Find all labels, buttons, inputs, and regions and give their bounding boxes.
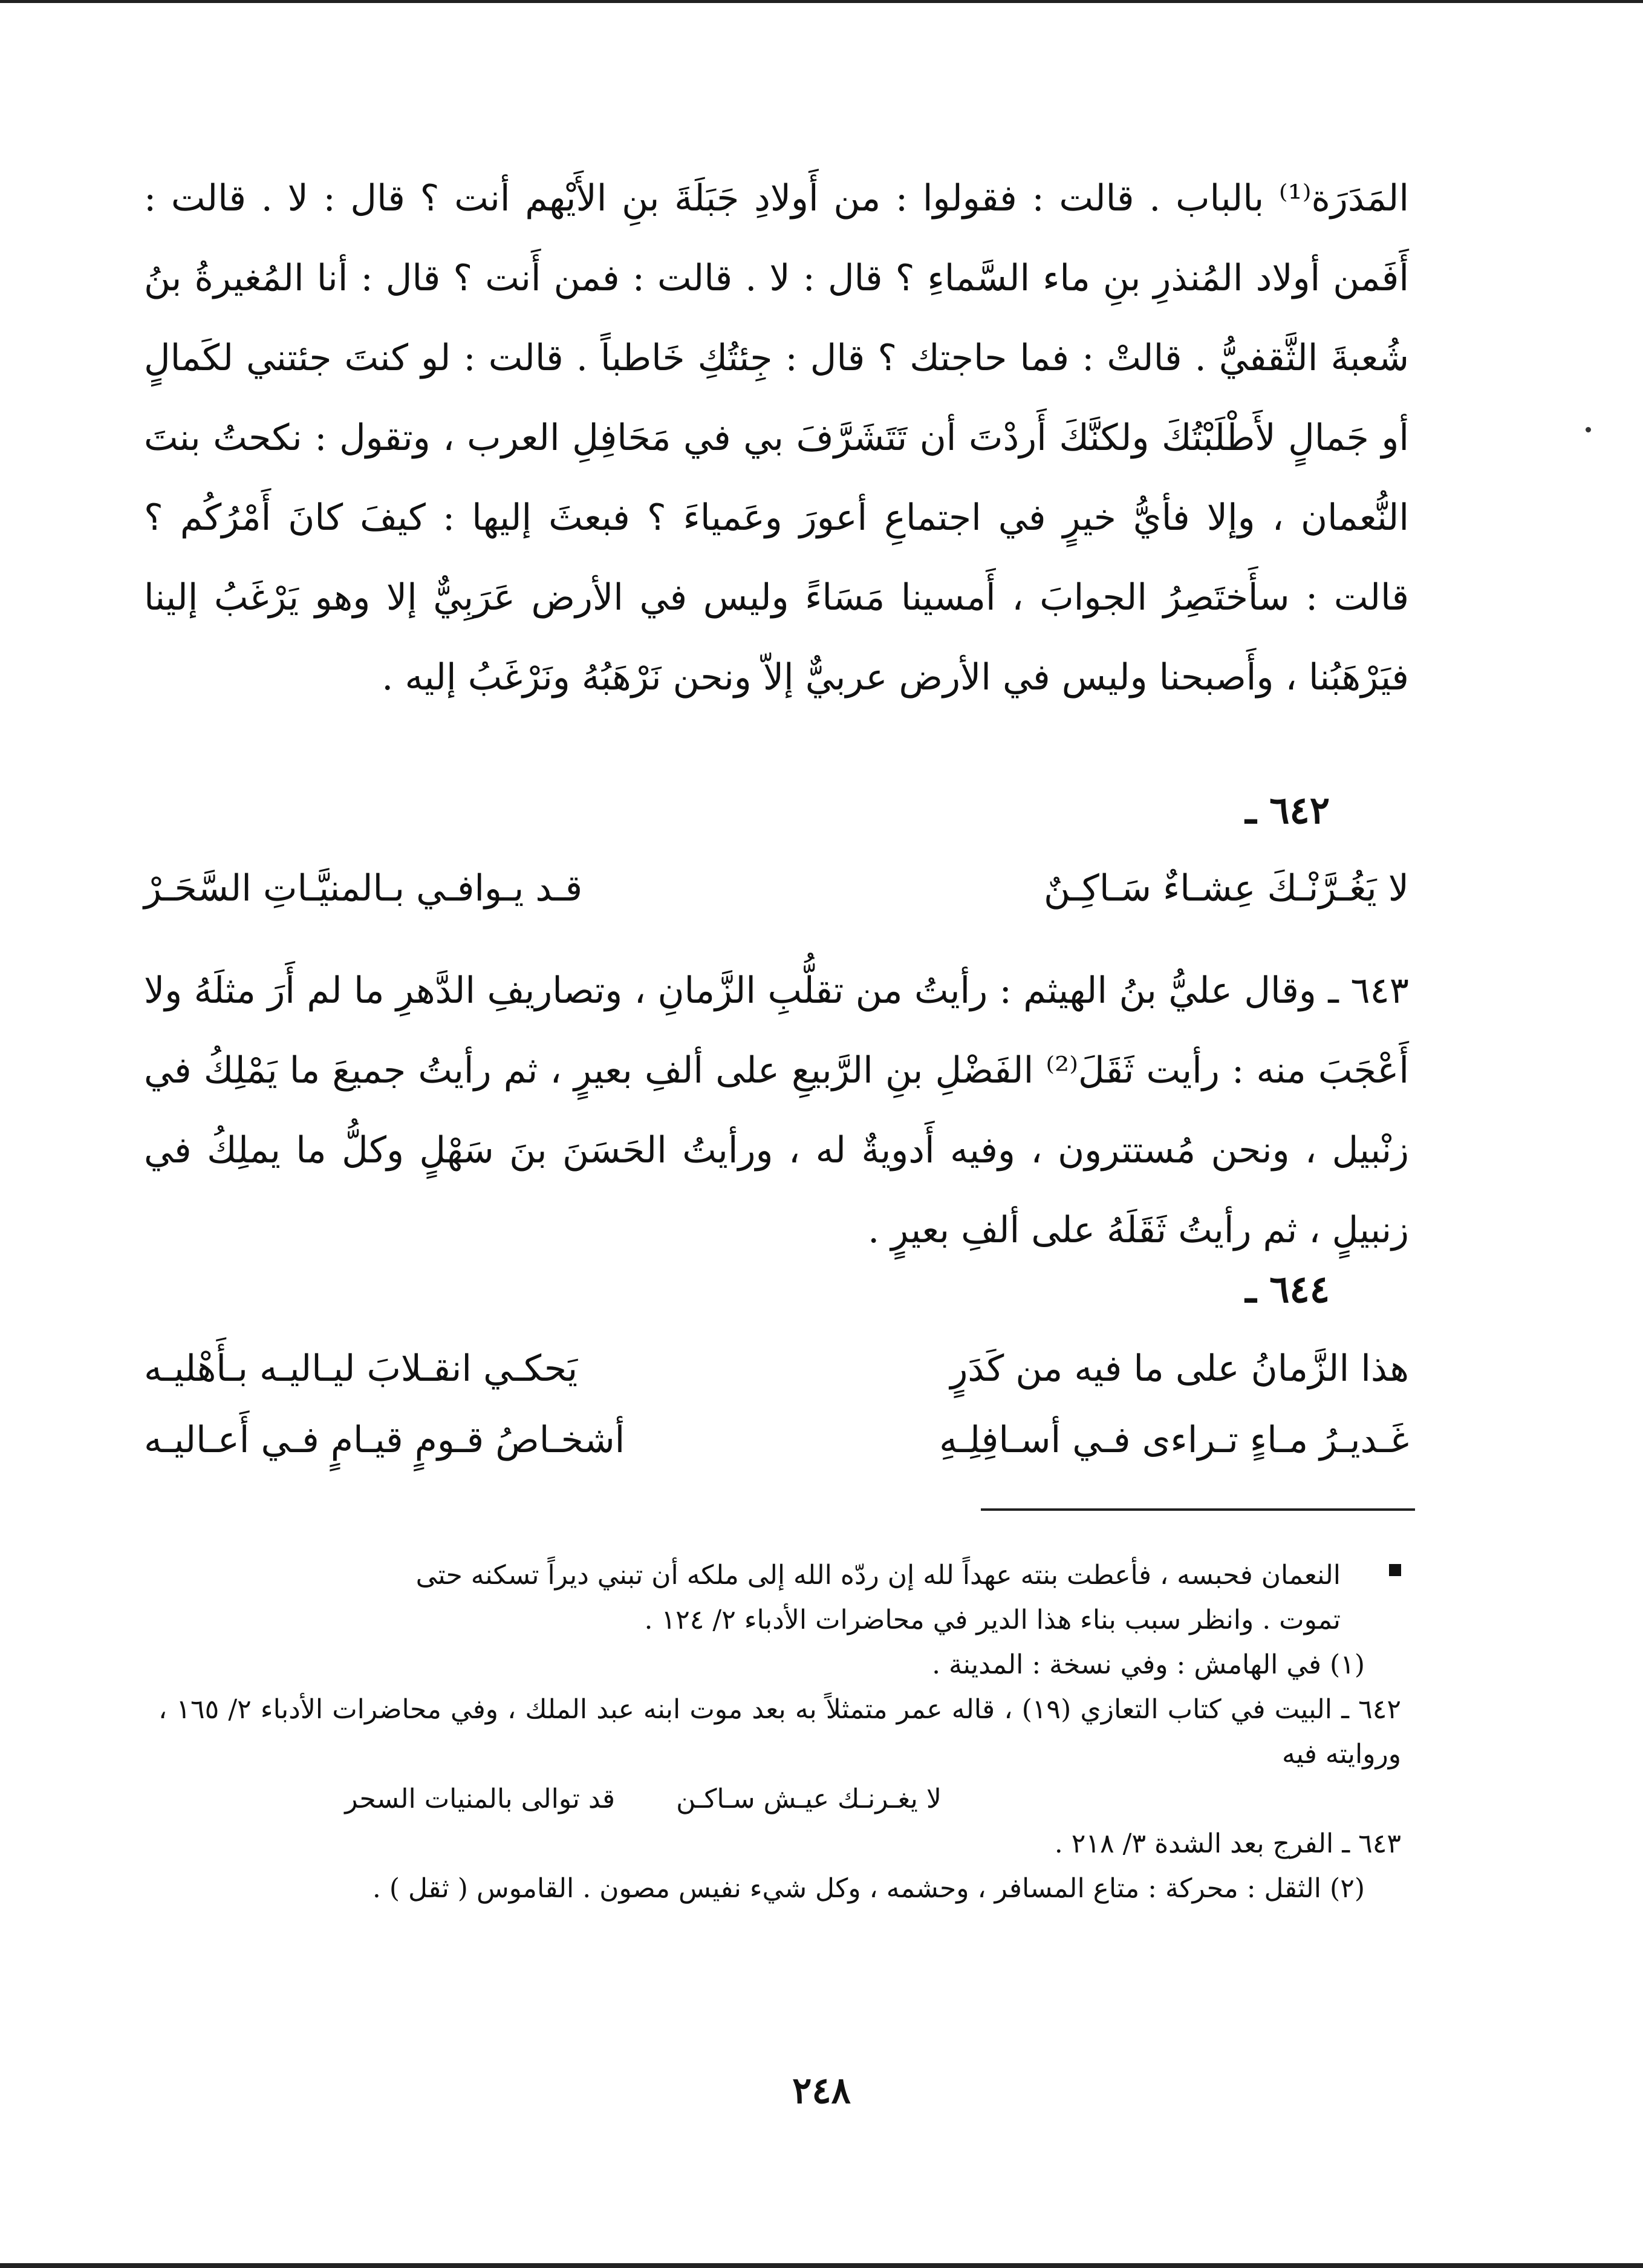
verse-644-line-2-second: أشخـاصُ قـومٍ قيـامٍ فـي أَعـاليـه: [144, 1419, 625, 1461]
variant-verse-first: لا يغـرنـك عيـش سـاكـن: [676, 1784, 942, 1814]
footnote-star-line-2: تموت . وانظر سبب بناء هذا الدير في محاضرات الأدباء ٢/ ١٢٤ .: [644, 1605, 1341, 1635]
verse-642-second-hemistich: قـد يـوافـي بـالمنيَّـاتِ السَّحَـرْ: [144, 867, 583, 910]
variant-verse-second: قد توالى بالمنيات السحر: [345, 1784, 615, 1814]
verse-644-line-1-first: هذا الزَّمانُ على ما فيه من كَدَرٍ: [950, 1347, 1409, 1390]
footnote-1: (١) في الهامش : وفي نسخة : المدينة .: [932, 1649, 1365, 1680]
footnotes: [158, 1553, 1401, 1911]
scan-border-bottom: [0, 2263, 1643, 2268]
verse-642: [144, 853, 1409, 924]
verse-644-line-2: [144, 1404, 1409, 1476]
footnote-star-marker: [1389, 1564, 1401, 1576]
footnote-separator: [981, 1508, 1415, 1511]
main-paragraph: [144, 158, 1409, 717]
scan-speck: [1586, 427, 1591, 432]
verse-644-line-2-first: غَـديـرُ مـاءٍ تـراءى فـي أسـافِلِـهِ: [939, 1419, 1409, 1461]
verse-644-line-1: [144, 1333, 1409, 1404]
paragraph-text: المَدَرَة⁽¹⁾ بالباب . قالت : فقولوا : من أَولادِ جَبَلَةَ بنِ الأَيْهم أنت ؟ قال : لا . قالت : أَفَمن أولاد المُنذرِ بنِ ماء السَّماءِ ؟ قال : لا . قالت : فمن أَنت ؟ قال : أنا المُغيرةُ بنُ شُعبةَ الثَّقفيُّ . قالتْ : فما حاجتك ؟ قال : جِئتُكِ خَاطباً . قالت : لو كنتَ جئتني لكَمالٍ أو جَمالٍ لأَطْلَبْتُكَ ولكنَّكَ أَردْتَ أن تَتَشَرَّفَ بي في مَحَافِلِ العرب ، وتقول : نكحتُ بنتَ النُّعمان ، وإلا فأيُّ خيرٍ في اجتماعِ أعورَ وعَمياءَ ؟ فبعثَ إليها : كيفَ كانَ أَمْرُكُم ؟ قالت : سأَختَصِرُ الجوابَ ، أَمسينا مَسَاءً وليس في الأرض عَرَبِيٌّ إلا وهو يَرْغَبُ إلينا فيَرْهَبُنا ، وأَصبحنا وليس في الأرض عربيٌّ إلاّ ونحن نَرْهَبُهُ ونَرْغَبُ إليه .: [144, 177, 1409, 699]
footnote-642: ٦٤٢ ـ البيت في كتاب التعازي (١٩) ، قاله عمر متمثلاً به بعد موت ابنه عبد الملك ، وفي محاضرات الأدباء ٢/ ١٦٥ ، وروايته فيه: [158, 1694, 1402, 1770]
verse-644-line-1-second: يَحكـي انقـلابَ ليـاليـه بـأَهْليـه: [144, 1347, 578, 1390]
footnote-2: (٢) الثقل : محركة : متاع المسافر ، وحشمه ، وكل شيء نفيس مصون . القاموس ( ثقل ) .: [372, 1873, 1365, 1904]
entry-number-642: ٦٤٢ ـ: [1245, 788, 1330, 832]
entry-643-text: ٦٤٣ ـ وقال عليُّ بنُ الهيثم : رأيتُ من تقلُّبِ الزَّمانِ ، وتصاريفِ الدَّهرِ ما لم أَرَ مثلَهُ ولا أَعْجَبَ منه : رأيت ثَقَلَ⁽²⁾ الفَضْلِ بنِ الرَّبيعِ على ألفِ بعيرٍ ، ثم رأيتُ جميعَ ما يَمْلِكُ في زنْبيل ، ونحن مُستترون ، وفيه أَدويةٌ له ، ورأيتُ الحَسَنَ بنَ سَهْلٍ وكلُّ ما يملِكُ في زنبيلٍ ، ثم رأيتُ ثَقَلَهُ على ألفِ بعيرٍ .: [144, 969, 1409, 1251]
verse-642-first-hemistich: لا يَغُـرَّنْـكَ عِشـاءٌ سَـاكِـنٌ: [1044, 867, 1409, 910]
footnote-642-variant-verse: [158, 1777, 1401, 1822]
entry-number-644: ٦٤٤ ـ: [1245, 1267, 1330, 1311]
footnote-643: ٦٤٣ ـ الفرج بعد الشدة ٣/ ٢١٨ .: [1054, 1828, 1401, 1859]
scan-border-top: [0, 0, 1643, 3]
entry-643-paragraph: [144, 951, 1409, 1270]
page-number: ٢٤٨: [792, 2070, 851, 2112]
footnote-star-line-1: النعمان فحبسه ، فأعطت بنته عهداً لله إن ردّه الله إلى ملكه أن تبني ديراً تسكنه حتى: [415, 1560, 1341, 1591]
